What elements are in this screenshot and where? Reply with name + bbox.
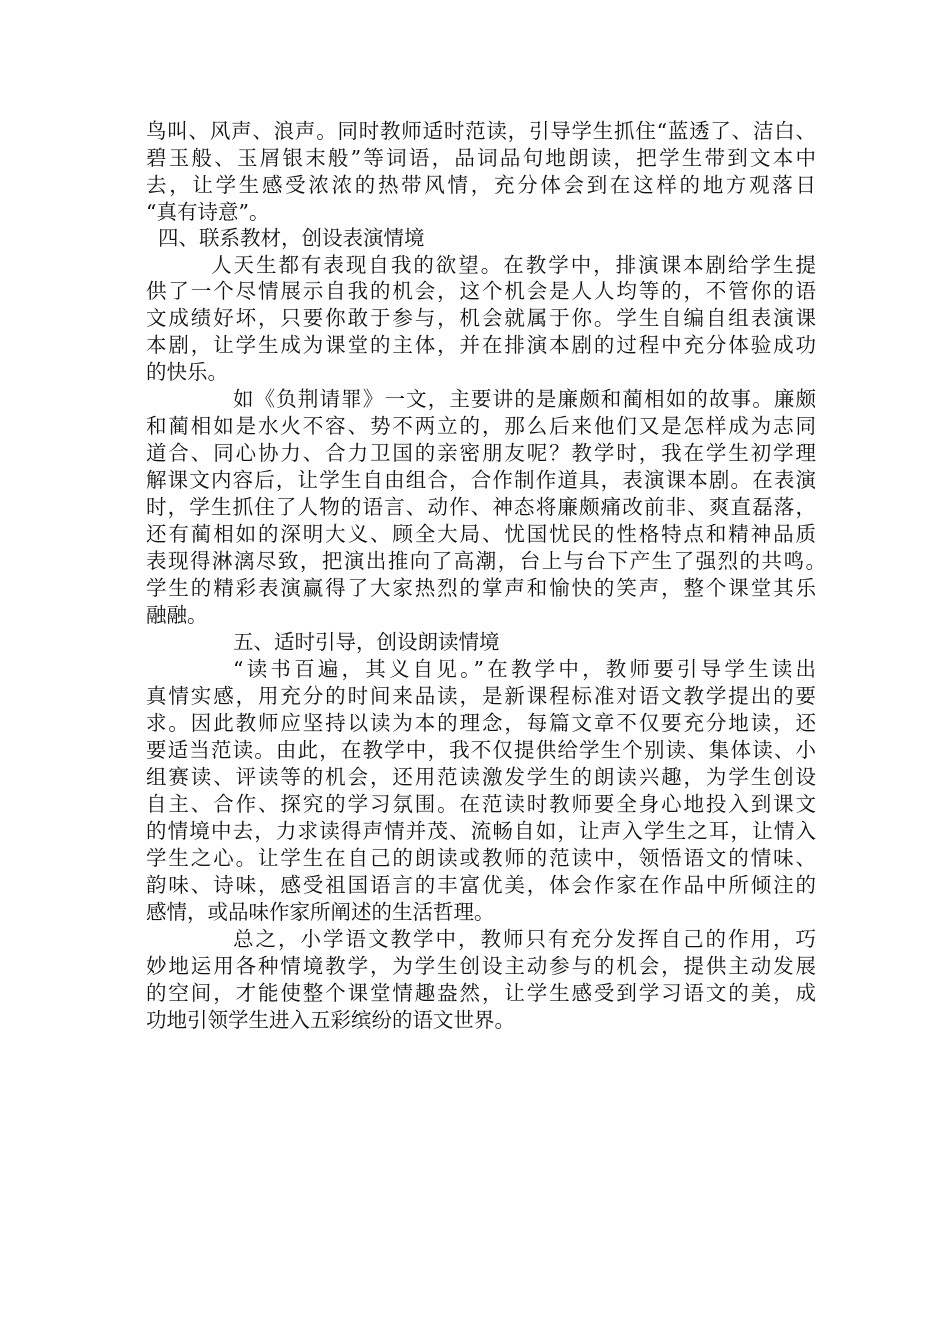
- text-line: 功地引领学生进入五彩缤纷的语文世界。: [146, 1008, 515, 1032]
- text-line: 表现得淋漓尽致，把演出推向了高潮，台上与台下产生了强烈的共鸣。: [146, 549, 826, 573]
- text-line: 感情，或品味作家所阐述的生活哲理。: [146, 900, 495, 924]
- text-line: 如《负荆请罪》一文，主要讲的是廉颇和蔺相如的故事。廉颇: [233, 387, 816, 411]
- section-heading: 四、联系教材，创设表演情境: [158, 226, 425, 250]
- section-heading: 五、适时引导，创设朗读情境: [233, 630, 500, 654]
- text-line: 学生的精彩表演赢得了大家热烈的掌声和愉快的笑声，整个课堂其乐: [146, 576, 816, 600]
- text-line: 要适当范读。由此，在教学中，我不仅提供给学生个别读、集体读、小: [146, 738, 816, 762]
- text-line: 总之，小学语文教学中，教师只有充分发挥自己的作用，巧: [233, 927, 816, 951]
- text-line: “读书百遍，其义自见。”在教学中，教师要引导学生读出: [233, 657, 816, 681]
- text-line: 鸟叫、风声、浪声。同时教师适时范读，引导学生抓住“蓝透了、洁白、: [146, 119, 816, 143]
- text-line: 解课文内容后，让学生自由组合，合作制作道具，表演课本剧。在表演: [146, 468, 816, 492]
- text-line: 妙地运用各种情境教学，为学生创设主动参与的机会，提供主动发展: [146, 954, 816, 978]
- text-line: 韵味、诗味，感受祖国语言的丰富优美，体会作家在作品中所倾注的: [146, 873, 816, 897]
- text-line: 真情实感，用充分的时间来品读，是新课程标准对语文教学提出的要: [146, 684, 816, 708]
- text-line: 自主、合作、探究的学习氛围。在范读时教师要全身心地投入到课文: [146, 792, 816, 816]
- text-line: “真有诗意”。: [146, 200, 270, 224]
- text-line: 求。因此教师应坚持以读为本的理念，每篇文章不仅要充分地读，还: [146, 711, 816, 735]
- text-line: 还有蔺相如的深明大义、顾全大局、忧国忧民的性格特点和精神品质: [146, 522, 816, 546]
- text-line: 去，让学生感受浓浓的热带风情，充分体会到在这样的地方观落日: [146, 173, 816, 197]
- text-line: 的空间，才能使整个课堂情趣盎然，让学生感受到学习语文的美，成: [146, 981, 816, 1005]
- text-line: 学生之心。让学生在自己的朗读或教师的范读中，领悟语文的情味、: [146, 846, 816, 870]
- text-line: 供了一个尽情展示自我的机会，这个机会是人人均等的，不管你的语: [146, 279, 816, 303]
- text-line: 融融。: [146, 603, 208, 627]
- text-line: 人天生都有表现自我的欲望。在教学中，排演课本剧给学生提: [211, 253, 816, 277]
- text-line: 的快乐。: [146, 360, 228, 384]
- text-line: 和蔺相如是水火不容、势不两立的，那么后来他们又是怎样成为志同: [146, 414, 816, 438]
- text-line: 的情境中去，力求读得声情并茂、流畅自如，让声入学生之耳，让情入: [146, 819, 816, 843]
- text-line: 道合、同心协力、合力卫国的亲密朋友呢？教学时，我在学生初学理: [146, 441, 816, 465]
- text-line: 碧玉般、玉屑银末般”等词语，品词品句地朗读，把学生带到文本中: [146, 146, 816, 170]
- text-line: 时，学生抓住了人物的语言、动作、神态将廉颇痛改前非、爽直磊落，: [146, 495, 816, 519]
- text-line: 本剧，让学生成为课堂的主体，并在排演本剧的过程中充分体验成功: [146, 333, 816, 357]
- text-line: 文成绩好坏，只要你敢于参与，机会就属于你。学生自编自组表演课: [146, 306, 816, 330]
- text-line: 组赛读、评读等的机会，还用范读激发学生的朗读兴趣，为学生创设: [146, 765, 816, 789]
